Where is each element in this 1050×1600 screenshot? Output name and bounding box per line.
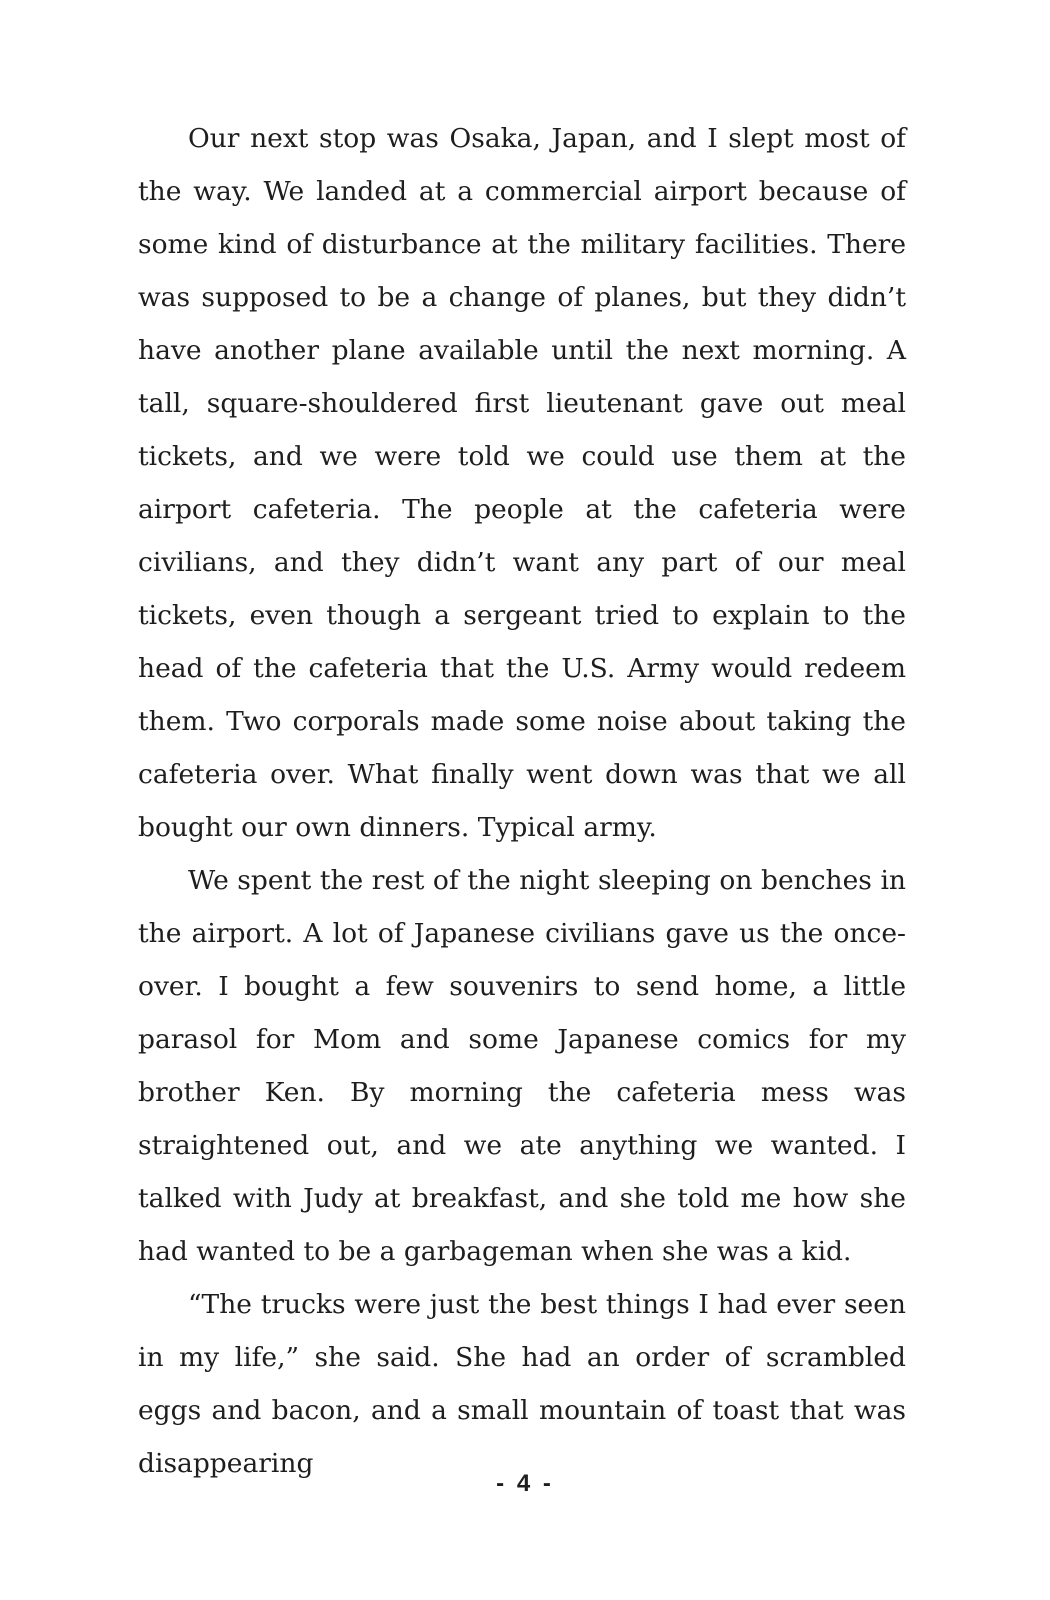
body-text [138, 112, 906, 1490]
paragraph-2: We spent the rest of the night sleeping on benches in the airport. A lot of Japanese civilians gave us the once-over. I bought a few souvenirs to send home, a little parasol for Mom and some Japanese comics for my brother Ken. By morning the cafeteria mess was straightened out, and we ate anything we wanted. I talked with Judy at breakfast, and she told me how she had wanted to be a garbageman when she was a kid. [138, 865, 906, 1267]
page-number: - 4 - [496, 1470, 554, 1497]
paragraph-1: Our next stop was Osaka, Japan, and I slept most of the way. We landed at a commercial airport because of some kind of disturbance at the military facilities. There was supposed to be a change of planes, but they didn’t have another plane available until the next morning. A tall, square-shouldered first lieutenant gave out meal tickets, and we were told we could use them at the airport cafeteria. The people at the cafeteria were civilians, and they didn’t want any part of our meal tickets, even though a sergeant tried to explain to the head of the cafeteria that the U.S. Army would redeem them. Two corporals made some noise about taking the cafeteria over. What finally went down was that we all bought our own dinners. Typical army. [138, 123, 906, 843]
paragraph-3: “The trucks were just the best things I had ever seen in my life,” she said. She had an order of scrambled eggs and bacon, and a small mountain of toast that was disappearing [138, 1289, 906, 1479]
